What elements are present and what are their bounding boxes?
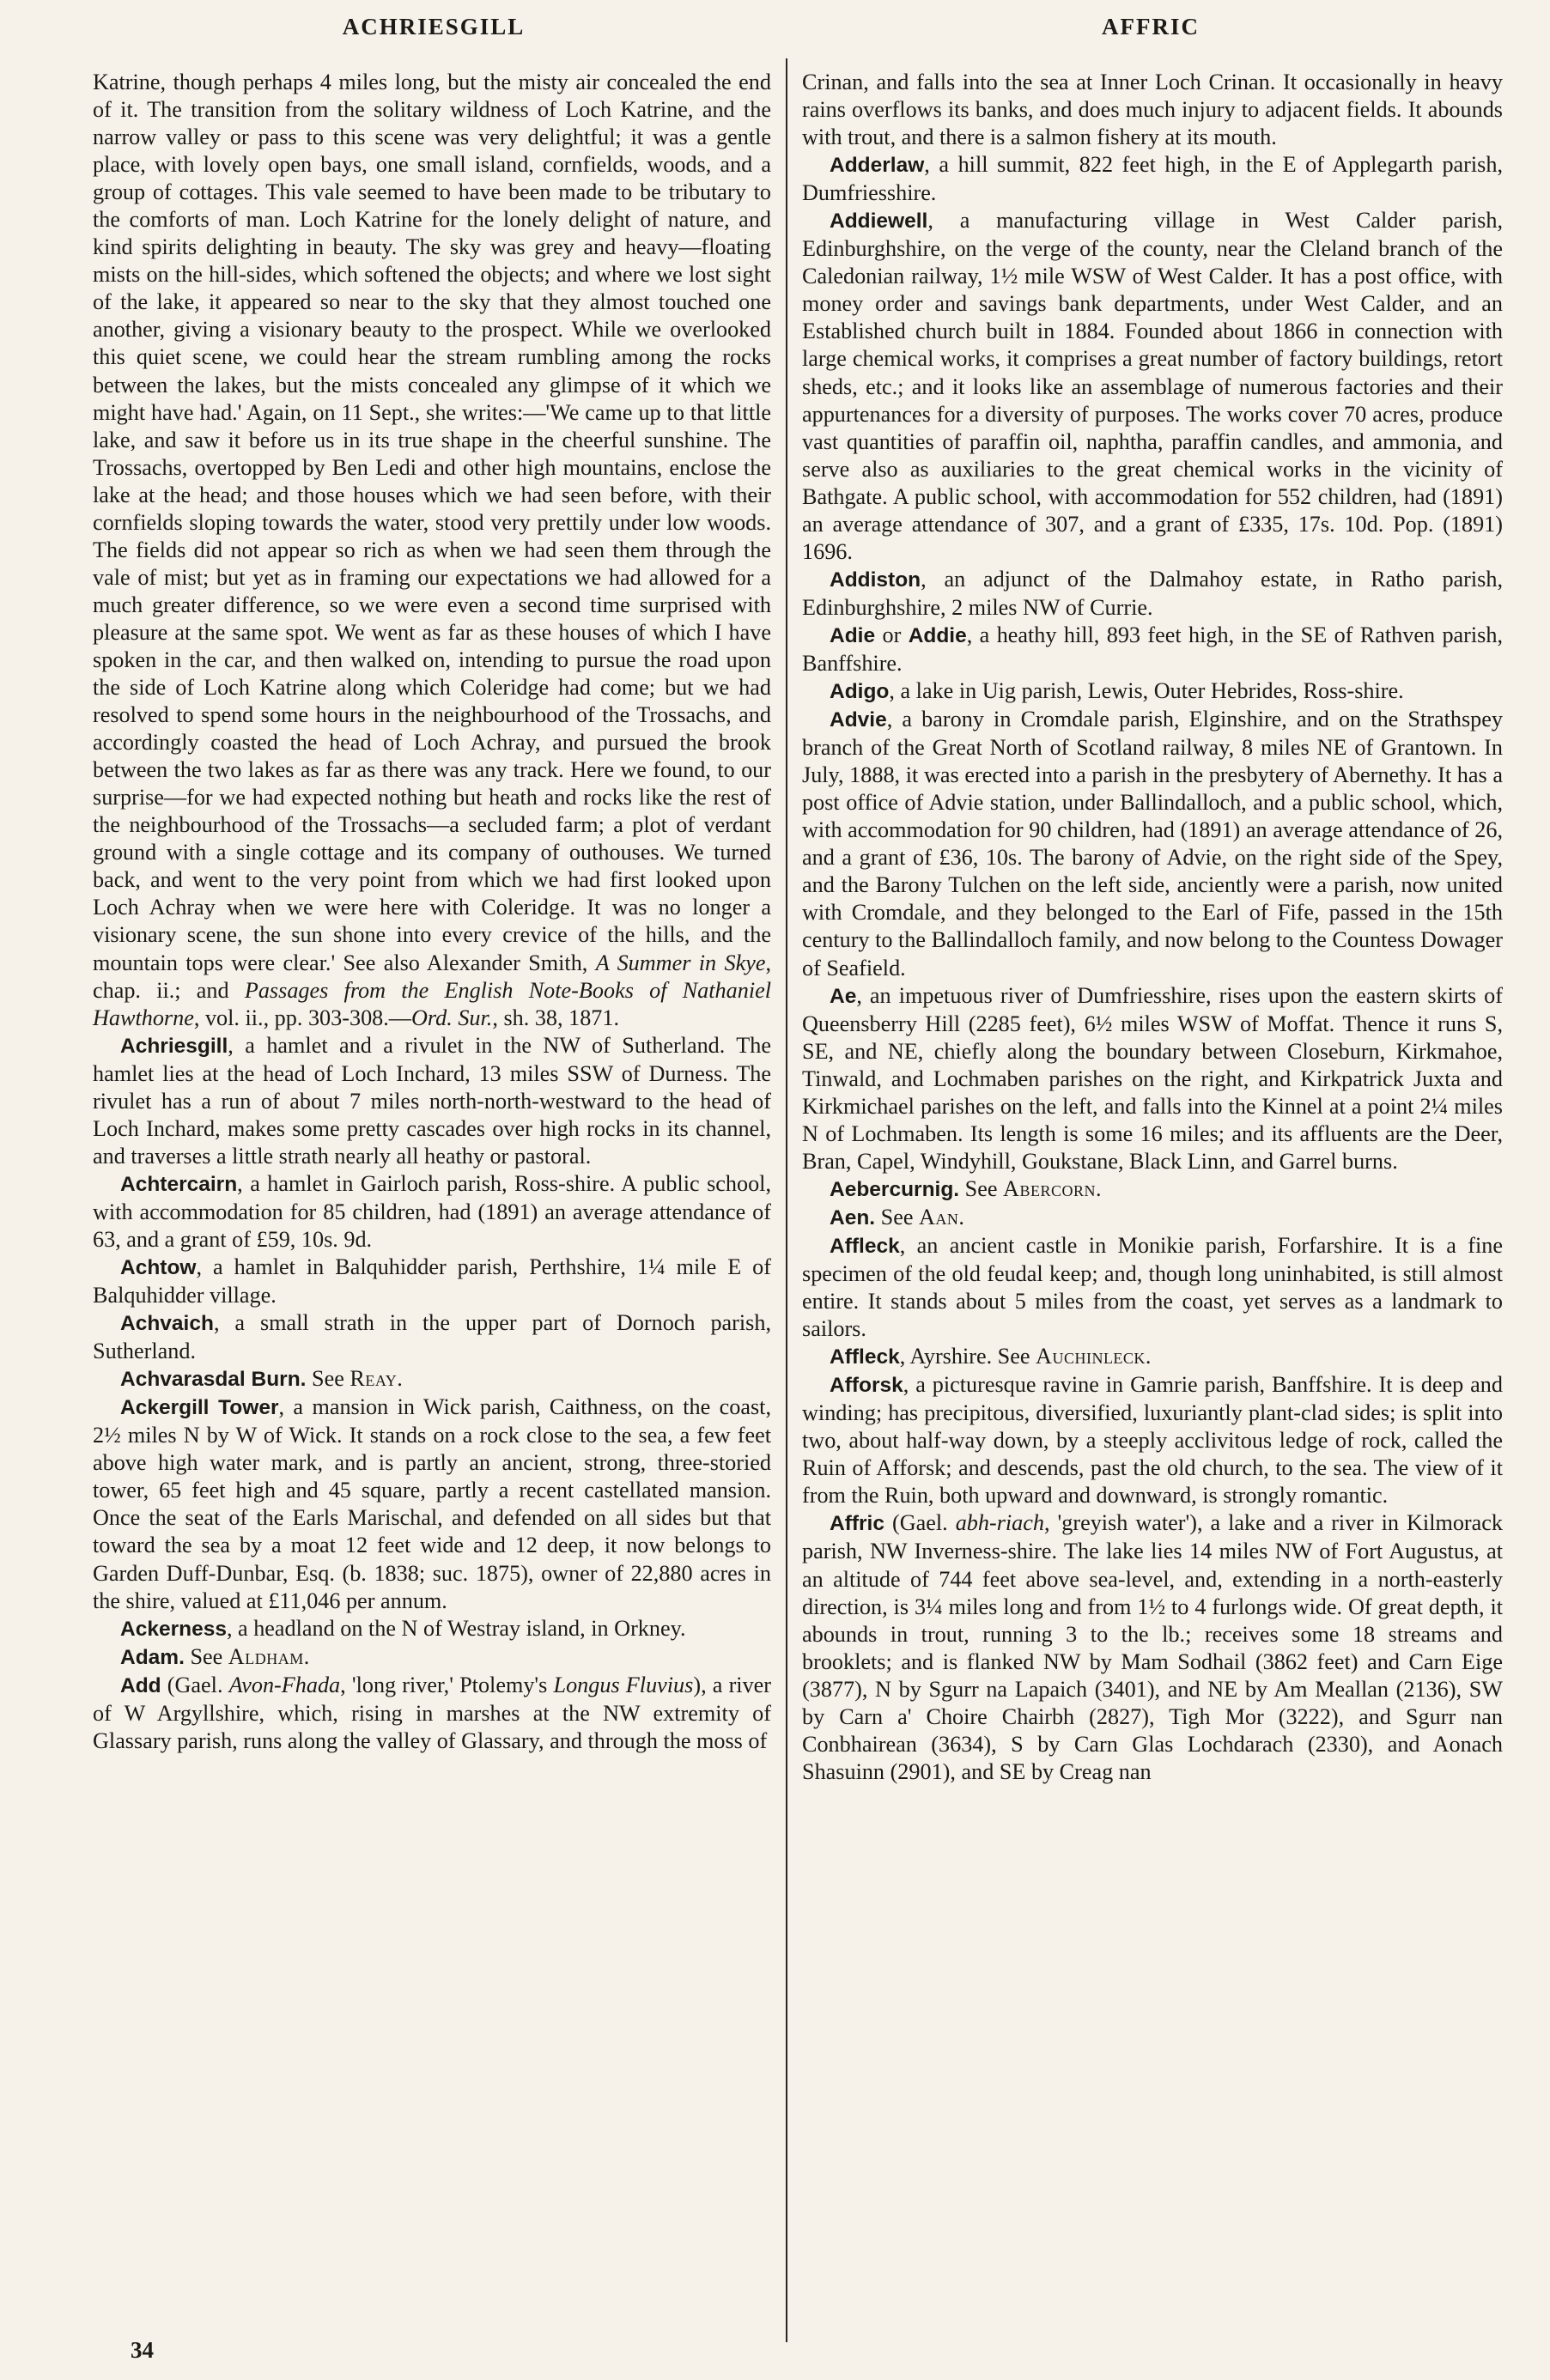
- headword: Achvaich: [120, 1312, 214, 1336]
- entry-ackerness: Ackerness, a headland on the N of Westray island, in Orkney.: [120, 1615, 686, 1641]
- entry-afforsk: Afforsk, a picturesque ravine in Gamrie parish, Banffshire. It is deep and winding; has precipitous, diversified, luxuriantly plant-clad sides; is split into two, about half-way down, by a steeply acclivitous ledge of rock, called the Ruin of Afforsk; and descends, past the old church, to the sea. The view of it from the Ruin, both upward and downward, is strongly romantic.: [802, 1372, 1503, 1509]
- entry-ackergill: Ackergill Tower, a mansion in Wick parish, Caithness, on the coast, 2½ miles N by W of Wick. It stands on a rock close to the sea, a few feet above high water mark, and is partly an ancient, strong, three-storied tower, 65 feet high and 45 square, partly a recent castellated mansion. Once the seat of the Earls Marischal, and defended on all sides but that toward the sea by a moat 12 feet wide and 12 deep, it now belongs to Garden Duff-Dunbar, Esq. (b. 1838; suc. 1875), owner of 22,880 acres in the shire, valued at £11,046 per annum.: [93, 1394, 771, 1613]
- entry-advie: Advie, a barony in Cromdale parish, Elginshire, and on the Strathspey branch of the Great North of Scotland railway, 8 miles NE of Grantown. In July, 1888, it was erected into a parish in the presbytery of Abernethy. It has a post office of Advie station, under Ballindalloch, and a public school, which, with accommodation for 90 children, had (1891) an average attendance of 26, and a grant of £36, 10s. The barony of Advie, on the right side of the Spey, and the Barony Tulchen on the left side, anciently were a parish, now united with Cromdale, and they belonged to the Earl of Fife, passed in the 15th century to the Ballindalloch family, and now belong to the Countess Dowager of Seafield.: [802, 707, 1503, 981]
- entry-addiston: Addiston, an adjunct of the Dalmahoy estate, in Ratho parish, Edinburghshire, 2 miles NW of Currie.: [802, 566, 1503, 620]
- headword: Addie: [908, 623, 967, 647]
- entry-adie: Adie or Addie, a heathy hill, 893 feet high, in the SE of Rathven parish, Banffshire.: [802, 622, 1503, 676]
- right-column: [802, 69, 1503, 1786]
- entry-adigo: Adigo, a lake in Uig parish, Lewis, Outer Hebrides, Ross-shire.: [830, 678, 1404, 704]
- headword: Ackerness: [120, 1617, 227, 1641]
- headword: Adam.: [120, 1645, 185, 1669]
- entry-continuation: Crinan, and falls into the sea at Inner Loch Crinan. It occasionally in heavy rains overflows its banks, and does much injury to adjacent fields. It abounds with trout, and there is a salmon fishery at its mouth.: [802, 70, 1503, 150]
- headword: Aebercurnig.: [830, 1177, 960, 1201]
- entry-achtercairn: Achtercairn, a hamlet in Gairloch parish, Ross-shire. A public school, with accommodation for 85 children, had (1891) an average attendance of 63, and a grant of £59, 10s. 9d.: [93, 1170, 771, 1252]
- entry-achriesgill: Achriesgill, a hamlet and a rivulet in the NW of Sutherland. The hamlet lies at the head of Loch Inchard, 13 miles SSW of Durness. The rivulet has a run of about 7 miles north-north-westward to the head of Loch Inchard, makes some pretty cascades over high rocks in its channel, and traverses a little strath nearly all heathy or pastoral.: [93, 1032, 771, 1169]
- entry-affric: Affric (Gael. abh-riach, 'greyish water'), a lake and a river in Kilmorack parish, NW Inverness-shire. The lake lies 14 miles NW of Fort Augustus, at an altitude of 744 feet above sea-level, and, extending in a north-easterly direction, is 3¼ miles long and from 1½ to 4 furlongs wide. Of great depth, it abounds in trout, running 3 to the lb.; receives some 18 streams and brooklets; and is flanked NW by Mam Sodhail (3862 feet) and Carn Eige (3877), N by Sgurr na Lapaich (3401), and NE by Am Meallan (2136), SW by Carn a' Choire Chairbh (2827), Tigh Mor (3222), and Sgurr nan Conbhairean (3634), S by Carn Glas Lochdarach (2330), and Aonach Shasuinn (2901), and SE by Creag nan: [802, 1510, 1503, 1784]
- headword: Ackergill Tower: [120, 1396, 279, 1420]
- headword: Adigo: [830, 680, 890, 704]
- headword: Affric: [830, 1512, 884, 1536]
- entry-achvaich: Achvaich, a small strath in the upper part of Dornoch parish, Sutherland.: [93, 1310, 771, 1364]
- entry-addiewell: Addiewell, a manufacturing village in West Calder parish, Edinburghshire, on the verge of the county, near the Cleland branch of the Caledonian railway, 1½ mile WSW of West Calder. It has a post office, with money order and savings bank departments, under West Calder, and an Established church built in 1884. Founded about 1866 in connection with large chemical works, it comprises a great number of factory buildings, retort sheds, etc.; and it looks like an assemblage of numerous factories and their appurtenances for a diversity of purposes. The works cover 70 acres, produce vast quantities of paraffin oil, naphtha, paraffin candles, and ammonia, and serve also as auxiliaries to the great chemical works in the vicinity of Bathgate. A public school, with accommodation for 552 children, had (1891) an average attendance of 307, and a grant of £335, 17s. 10d. Pop. (1891) 1696.: [802, 208, 1503, 564]
- headword: Achriesgill: [120, 1034, 228, 1058]
- column-rule: [786, 58, 787, 2342]
- left-column: [93, 69, 771, 1755]
- headword: Afforsk: [830, 1374, 903, 1398]
- headword: Addiston: [830, 568, 921, 592]
- entry-aen: Aen. See Aan.: [830, 1204, 965, 1229]
- headword: Affleck: [830, 1345, 900, 1369]
- headword: Add: [120, 1673, 161, 1697]
- headword: Advie: [830, 708, 887, 732]
- cross-reference: Aan.: [919, 1204, 965, 1229]
- headword: Ae: [830, 984, 857, 1008]
- cross-reference: Aldham.: [228, 1643, 310, 1669]
- running-head-left: ACHRIESGILL: [342, 14, 526, 39]
- cross-reference: Abercorn.: [1003, 1175, 1103, 1201]
- entry-adam: Adam. See Aldham.: [120, 1643, 310, 1669]
- headword: Achtow: [120, 1256, 197, 1280]
- cross-reference: Auchinleck.: [1036, 1344, 1152, 1369]
- entry-affleck-ayrshire: Affleck, Ayrshire. See Auchinleck.: [830, 1344, 1152, 1369]
- running-head-right: AFFRIC: [1102, 14, 1200, 39]
- entry-ae: Ae, an impetuous river of Dumfriesshire, rises upon the eastern skirts of Queensberry Hill (2285 feet), 6½ miles WSW of Moffat. Thence it runs S, SE, and NE, chiefly along the boundary between Closeburn, Kirkmahoe, Tinwald, and Lochmaben parishes on the right, and Kirkpatrick Juxta and Kirkmichael parishes on the left, and falls into the Kinnel at a point 2¼ miles N of Lochmaben. Its length is some 16 miles; and its affluents are the Deer, Bran, Capel, Windyhill, Goukstane, Black Linn, and Garrel burns.: [802, 982, 1503, 1174]
- headword: Achvarasdal Burn.: [120, 1368, 307, 1392]
- entry-aebercurnig: Aebercurnig. See Abercorn.: [830, 1175, 1103, 1201]
- headword: Adderlaw: [830, 154, 925, 178]
- headword: Achtercairn: [120, 1172, 238, 1196]
- entry-affleck-castle: Affleck, an ancient castle in Monikie parish, Forfarshire. It is a fine specimen of the old feudal keep; and, though long uninhabited, is still almost entire. It stands about 5 miles from the coast, yet serves as a landmark to sailors.: [802, 1232, 1503, 1342]
- entry-continuation: Katrine, though perhaps 4 miles long, but the misty air concealed the end of it. The transition from the solitary wildness of Loch Katrine, and the narrow valley or pass to this scene was very delightful; it was a gentle place, with lovely open bays, one small island, cornfields, woods, and a group of cottages. This vale seemed to have been made to be tributary to the comforts of man. Loch Katrine for the lonely delight of nature, and kind spirits delighting in beauty. The sky was grey and heavy—floating mists on the hill-sides, which softened the objects; and where we lost sight of the lake, it appeared so near to the sky that they almost touched one another, giving a visionary beauty to the prospect. While we overlooked this quiet scene, we could hear the stream rumbling among the rocks between the lakes, but the mists concealed any glimpse of it which we might have had.' Again, on 11 Sept., she writes:—'We came up to that little lake, and saw it before us in its true shape in the cheerful sunshine. The Trossachs, overtopped by Ben Ledi and other high mountains, enclose the lake at the head; and those houses which we had seen before, with their cornfields sloping towards the water, stood very prettily under low woods. The fields did not appear so rich as when we had seen them through the vale of mist; but yet as in framing our expectations we had allowed for a much greater difference, so we were even a second time surprised with pleasure at the same spot. We went as far as these houses of which I have spoken in the car, and then walked on, intending to pursue the road upon the side of Loch Katrine along which Coleridge had come; but we had resolved to spend some hours in the neighbourhood of the Trossachs, and accordingly coasted the head of Loch Achray, and pursued the brook between the two lakes as far as there was any track. Here we found, to our surprise—for we had expected nothing but heath and rocks like the rest of the neighbourhood of the Trossachs—a secluded farm; a plot of verdant ground with a single cottage and its company of outhouses. We turned back, and went to the very point from which we had first looked upon Loch Achray when we were here with Coleridge. It was no longer a visionary scene, the sun shone into every crevice of the hills, and the mountain tops were clear.' See also Alexander Smith, A Summer in Skye, chap. ii.; and Passages from the English Note-Books of Nathaniel Hawthorne, vol. ii., pp. 303-308.—Ord. Sur., sh. 38, 1871.: [93, 70, 772, 1030]
- entry-adderlaw: Adderlaw, a hill summit, 822 feet high, in the E of Applegarth parish, Dumfriesshire.: [802, 152, 1503, 206]
- headword: Addiewell: [830, 209, 928, 234]
- headword: Affleck: [830, 1234, 900, 1258]
- headword: Adie: [830, 623, 876, 647]
- headword: Aen.: [830, 1205, 876, 1229]
- entry-achvarasdal: Achvarasdal Burn. See Reay.: [120, 1366, 404, 1392]
- entry-add: Add (Gael. Avon-Fhada, 'long river,' Ptolemy's Longus Fluvius), a river of W Argyllshire, which, rising in marshes at the NW extremity of Glassary parish, runs along the valley of Glassary, and through the moss of: [93, 1672, 772, 1753]
- cross-reference: Reay.: [350, 1366, 404, 1392]
- entry-achtow: Achtow, a hamlet in Balquhidder parish, Perthshire, 1¼ mile E of Balquhidder village.: [93, 1254, 771, 1308]
- page-number: 34: [131, 2337, 154, 2363]
